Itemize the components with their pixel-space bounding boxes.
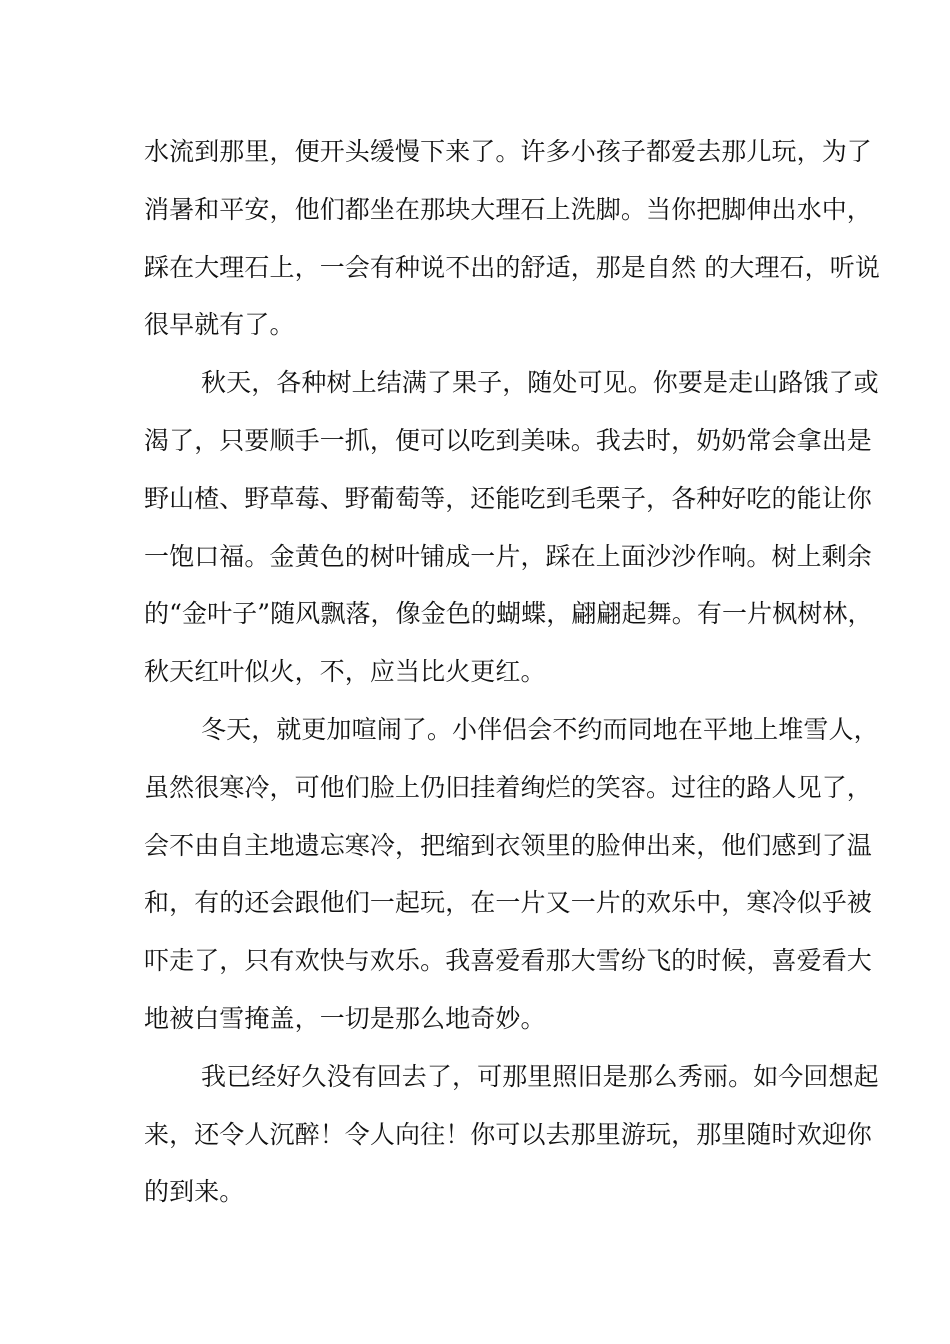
text-line: 会不由自主地遗忘寒冷，把缩到衣领里的脸伸出来，他们感到了温: [144, 830, 872, 860]
text-line: 来，还令人沉醉！令人向往！你可以去那里游玩，那里随时欢迎你: [144, 1119, 872, 1149]
text-line: 很早就有了。: [144, 310, 295, 340]
essay-body: [144, 130, 880, 1228]
text-line: 的“金叶子”随风飘落，像金色的蝴蝶，翩翩起舞。有一片枫树林，: [144, 599, 873, 629]
paragraph-first-line: 冬天，就更加喧闹了。小伴侣会不约而同地在平地上堆雪人，: [201, 714, 879, 744]
text-line: 地被白雪掩盖，一切是那么地奇妙。: [144, 1003, 546, 1033]
text-line: 消暑和平安，他们都坐在那块大理石上洗脚。当你把脚伸出水中，: [144, 194, 872, 224]
text-line: 水流到那里，便开头缓慢下来了。许多小孩子都爱去那儿玩，为了: [144, 137, 872, 166]
text-line: 和，有的还会跟他们一起玩，在一片又一片的欢乐中，寒冷似乎被: [144, 888, 872, 918]
text-line: 一饱口福。金黄色的树叶铺成一片，踩在上面沙沙作响。树上剩余: [144, 541, 872, 571]
paragraph-first-line: 秋天，各种树上结满了果子，随处可见。你要是走山路饿了或: [201, 368, 879, 398]
text-line: 的到来。: [144, 1177, 245, 1207]
text-line: 吓走了，只有欢快与欢乐。我喜爱看那大雪纷飞的时候，喜爱看大: [144, 946, 872, 976]
text-line: 秋天红叶似火，不，应当比火更红。: [144, 657, 546, 687]
text-line: 虽然很寒冷，可他们脸上仍旧挂着绚烂的笑容。过往的路人见了，: [144, 772, 872, 802]
text-line: 踩在大理石上，一会有种说不出的舒适，那是自然 的大理石，听说: [144, 252, 880, 282]
text-line: 渴了，只要顺手一抓，便可以吃到美味。我去时，奶奶常会拿出是: [144, 425, 872, 455]
paragraph-first-line: 我已经好久没有回去了，可那里照旧是那么秀丽。如今回想起: [201, 1061, 879, 1091]
text-line: 野山楂、野草莓、野葡萄等，还能吃到毛栗子，各种好吃的能让你: [144, 483, 872, 513]
